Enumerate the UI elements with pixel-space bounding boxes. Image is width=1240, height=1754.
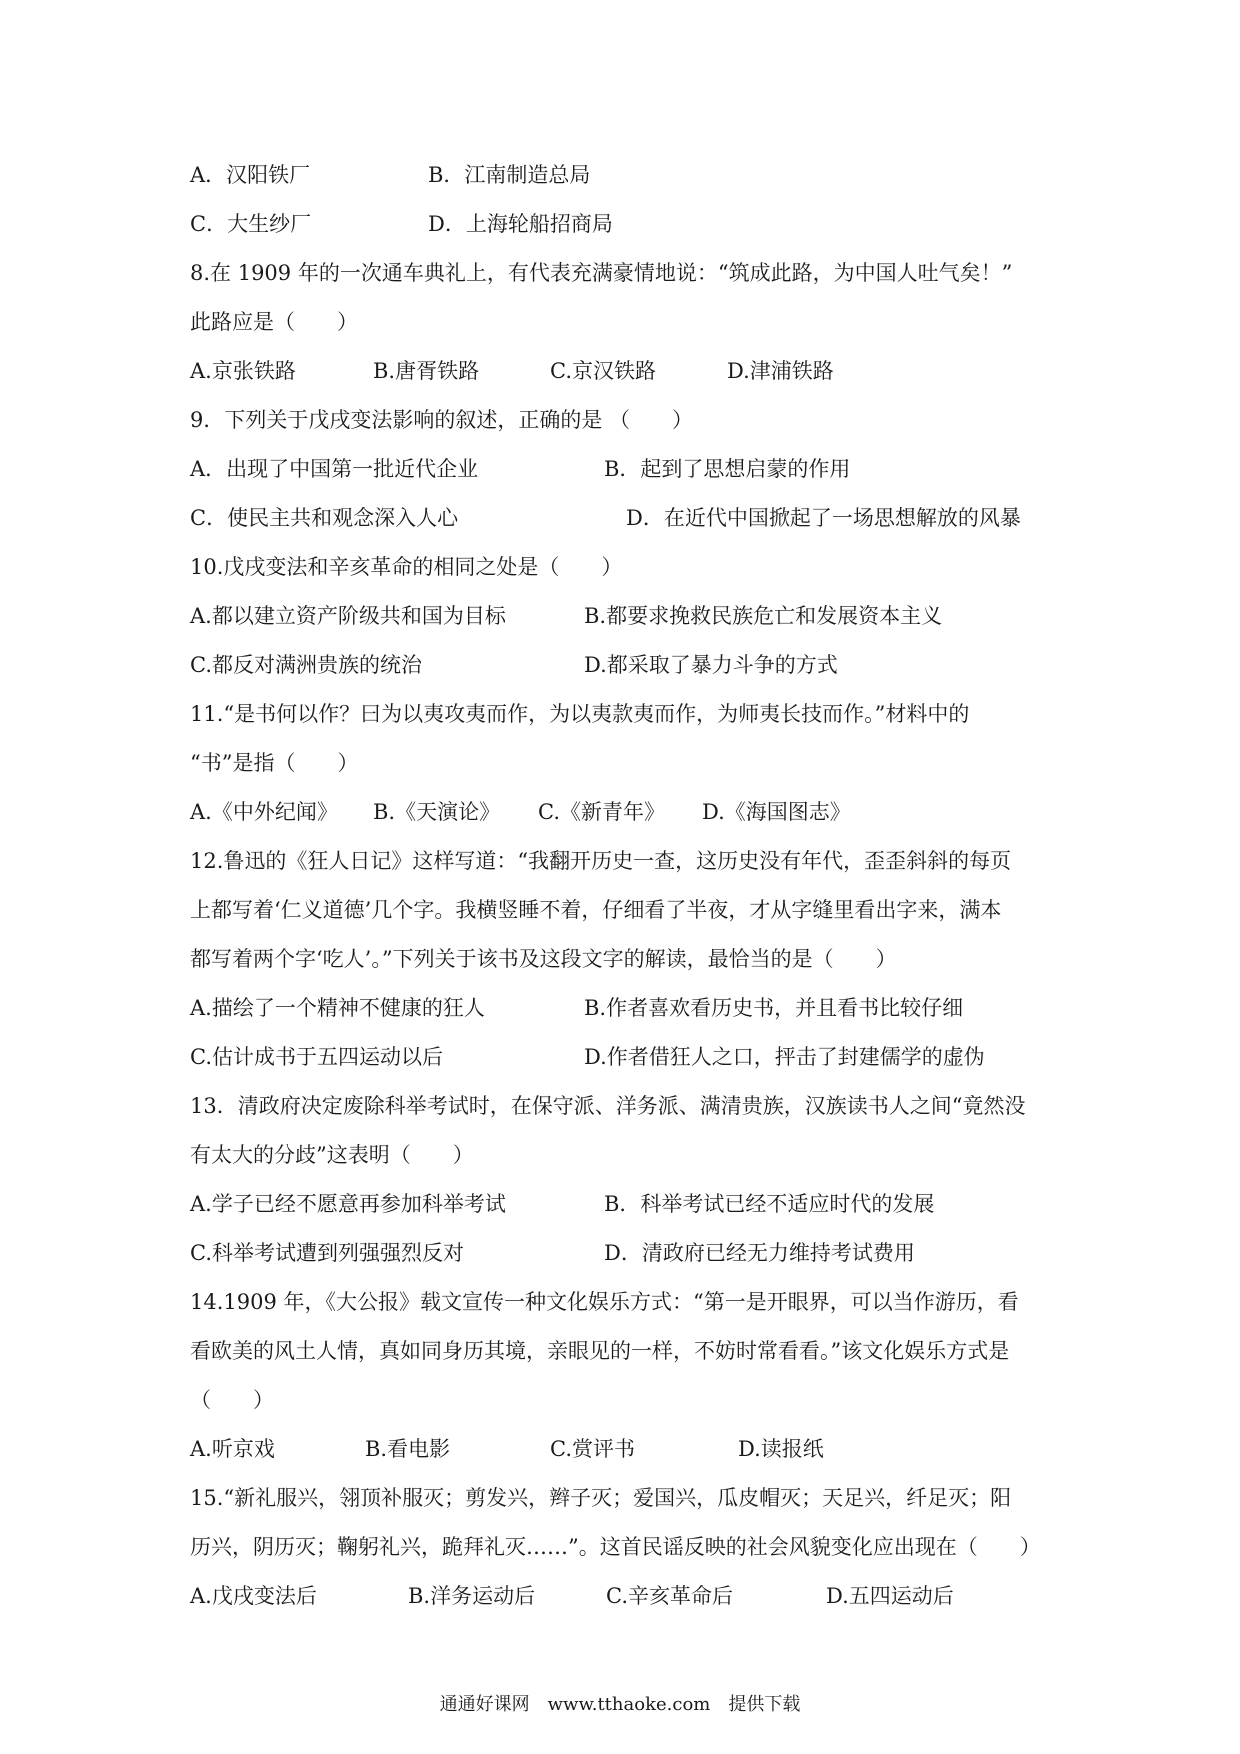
q10-option-a: A.都以建立资产阶级共和国为目标 bbox=[190, 604, 506, 628]
q10-option-c: C.都反对满洲贵族的统治 bbox=[190, 653, 422, 677]
q8-option-a: A.京张铁路 bbox=[190, 359, 296, 383]
q11-option-d: D.《海国图志》 bbox=[702, 800, 851, 824]
q12-stem-line3: 都写着两个字‘吃人’。”下列关于该书及这段文字的解读，最恰当的是（ ） bbox=[190, 947, 897, 971]
q13-option-a: A.学子已经不愿意再参加科举考试 bbox=[190, 1192, 506, 1216]
q15-option-a: A.戊戌变法后 bbox=[190, 1584, 317, 1608]
q9-option-d: D．在近代中国掀起了一场思想解放的风暴 bbox=[626, 506, 1021, 530]
q11-stem-line1: 11.“是书何以作？曰为以夷攻夷而作，为以夷款夷而作，为师夷长技而作。”材料中的 bbox=[190, 702, 970, 726]
q11-option-c: C.《新青年》 bbox=[538, 800, 665, 824]
q15-stem-line2: 历兴，阴历灭；鞠躬礼兴，跪拜礼灭……”。这首民谣反映的社会风貌变化应出现在（ ） bbox=[190, 1535, 1041, 1559]
q9-option-b: B．起到了思想启蒙的作用 bbox=[604, 457, 851, 481]
q8-stem-line1: 8.在 1909 年的一次通车典礼上，有代表充满豪情地说：“筑成此路，为中国人吐气矣！” bbox=[190, 261, 1013, 285]
q15-option-b: B.洋务运动后 bbox=[408, 1584, 536, 1608]
q15-option-d: D.五四运动后 bbox=[826, 1584, 954, 1608]
q7-option-a: A．汉阳铁厂 bbox=[190, 163, 311, 187]
q9-stem: 9．下列关于戊戌变法影响的叙述，正确的是 （ ） bbox=[190, 408, 694, 432]
q10-option-d: D.都采取了暴力斗争的方式 bbox=[584, 653, 838, 677]
q14-stem-line3: （ ） bbox=[190, 1388, 274, 1412]
q14-option-a: A.听京戏 bbox=[190, 1437, 275, 1461]
q9-option-c: C．使民主共和观念深入人心 bbox=[190, 506, 459, 530]
q10-stem: 10.戊戌变法和辛亥革命的相同之处是（ ） bbox=[190, 555, 623, 579]
q12-stem-line1: 12.鲁迅的《狂人日记》这样写道：“我翻开历史一查，这历史没有年代，歪歪斜斜的每页 bbox=[190, 849, 1012, 873]
q7-option-d: D．上海轮船招商局 bbox=[428, 212, 613, 236]
q13-option-b: B．科举考试已经不适应时代的发展 bbox=[604, 1192, 935, 1216]
q12-option-b: B.作者喜欢看历史书，并且看书比较仔细 bbox=[584, 996, 964, 1020]
q8-option-c: C.京汉铁路 bbox=[550, 359, 656, 383]
q15-option-c: C.辛亥革命后 bbox=[606, 1584, 733, 1608]
q7-option-b: B．江南制造总局 bbox=[428, 163, 591, 187]
page-footer: 通通好课网 www.tthaoke.com 提供下载 bbox=[439, 1694, 801, 1715]
q13-option-d: D．清政府已经无力维持考试费用 bbox=[604, 1241, 915, 1265]
q12-option-d: D.作者借狂人之口，抨击了封建儒学的虚伪 bbox=[584, 1045, 985, 1069]
q13-stem-line2: 有太大的分歧”这表明（ ） bbox=[190, 1143, 474, 1167]
q11-option-a: A.《中外纪闻》 bbox=[190, 800, 338, 824]
q9-option-a: A．出现了中国第一批近代企业 bbox=[190, 457, 479, 481]
q11-option-b: B.《天演论》 bbox=[373, 800, 501, 824]
q11-stem-line2: “书”是指（ ） bbox=[190, 751, 359, 775]
q14-stem-line1: 14.1909 年，《大公报》载文宣传一种文化娱乐方式：“第一是开眼界，可以当作游历，看 bbox=[190, 1290, 1019, 1314]
q12-option-c: C.估计成书于五四运动以后 bbox=[190, 1045, 443, 1069]
q8-option-b: B.唐胥铁路 bbox=[373, 359, 480, 383]
q8-option-d: D.津浦铁路 bbox=[727, 359, 834, 383]
q8-stem-line2: 此路应是（ ） bbox=[190, 310, 358, 334]
q7-option-c: C．大生纱厂 bbox=[190, 212, 312, 236]
q10-option-b: B.都要求挽救民族危亡和发展资本主义 bbox=[584, 604, 943, 628]
q12-option-a: A.描绘了一个精神不健康的狂人 bbox=[190, 996, 485, 1020]
q13-option-c: C.科举考试遭到列强强烈反对 bbox=[190, 1241, 464, 1265]
q14-option-d: D.读报纸 bbox=[738, 1437, 824, 1461]
q13-stem-line1: 13．清政府决定废除科举考试时，在保守派、洋务派、满清贵族，汉族读书人之间“竟然没 bbox=[190, 1094, 1026, 1118]
q12-stem-line2: 上都写着‘仁义道德’几个字。我横竖睡不着，仔细看了半夜，才从字缝里看出字来，满本 bbox=[190, 898, 1002, 922]
q14-stem-line2: 看欧美的风土人情，真如同身历其境，亲眼见的一样，不妨时常看看。”该文化娱乐方式是 bbox=[190, 1339, 1010, 1363]
q14-option-c: C.赏评书 bbox=[550, 1437, 635, 1461]
q15-stem-line1: 15.“新礼服兴，翎顶补服灭；剪发兴，辫子灭；爱国兴，瓜皮帽灭；天足兴，纤足灭；阳 bbox=[190, 1486, 1012, 1510]
q14-option-b: B.看电影 bbox=[365, 1437, 451, 1461]
